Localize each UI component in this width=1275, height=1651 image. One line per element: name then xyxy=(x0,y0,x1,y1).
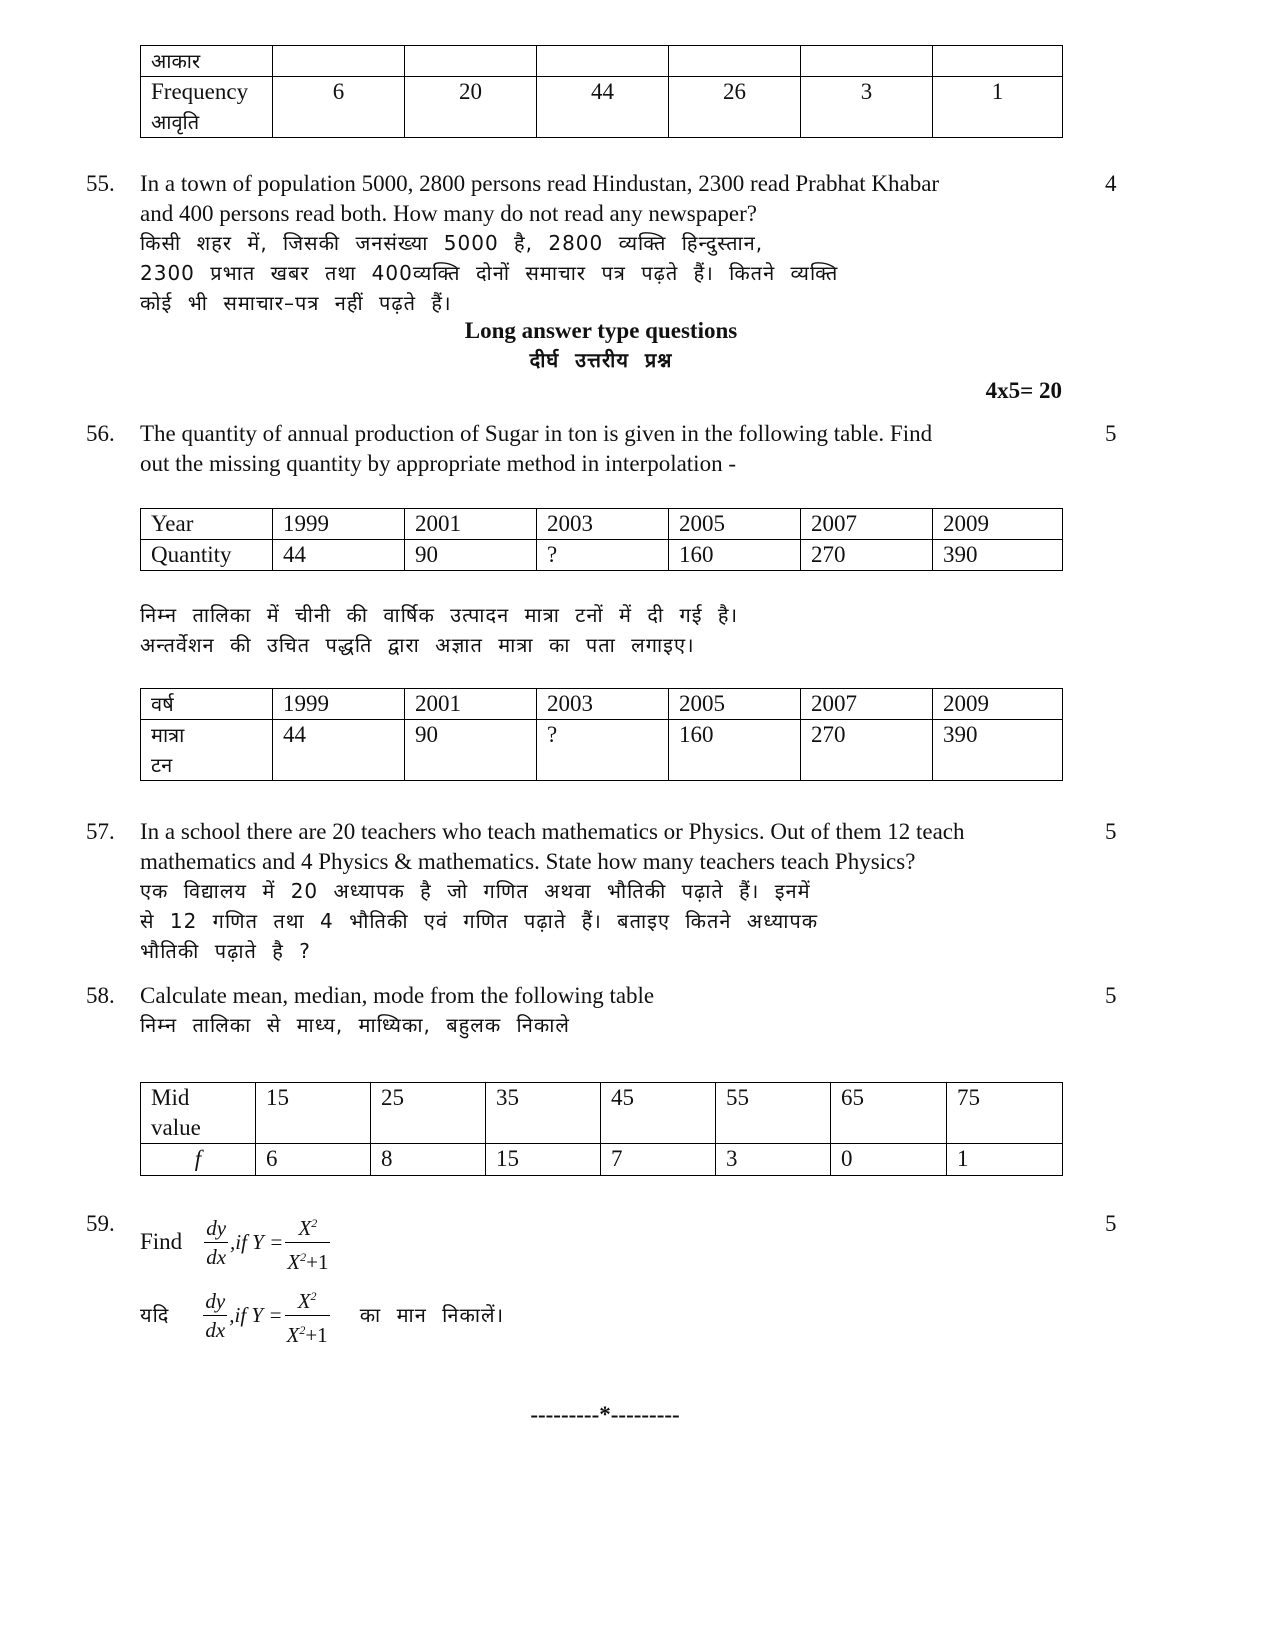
sugar-table-hi xyxy=(140,688,1063,781)
table-cell: 45 xyxy=(601,1083,716,1144)
question-text-en: In a school there are 20 teachers who teach mathematics or Physics. Out of them 12 teach mathematics and 4 Physics & mathematics. State how many teachers teach Physics? xyxy=(140,819,965,874)
table-cell: 55 xyxy=(716,1083,831,1144)
mid-value-table xyxy=(140,1082,1063,1176)
table-cell: 270 xyxy=(801,540,933,571)
table-cell: 2001 xyxy=(405,689,537,720)
table-row-label: आकार xyxy=(141,46,273,77)
table-cell: 20 xyxy=(405,77,537,138)
table-cell: 2001 xyxy=(405,509,537,540)
function-fraction: $\frac{X^2}{X^2+1}$ xyxy=(285,1282,330,1349)
table-cell: 0 xyxy=(831,1144,947,1176)
table-cell: 1 xyxy=(947,1144,1063,1176)
table-cell: 160 xyxy=(669,720,801,781)
table-cell: 6 xyxy=(273,77,405,138)
question-marks: 5 xyxy=(1105,1211,1117,1236)
question-text-hi: निम्न तालिका से माध्य, माध्यिका, बहुलक निकाले xyxy=(140,1013,570,1037)
question-marks: 5 xyxy=(1105,983,1117,1008)
table-cell: 90 xyxy=(405,720,537,781)
table-cell: 90 xyxy=(405,540,537,571)
table-row-label: Frequency आवृति xyxy=(141,77,273,138)
table-cell: 65 xyxy=(831,1083,947,1144)
question-text-hi: एक विद्यालय में 20 अध्यापक है जो गणित अथवा भौतिकी पढ़ाते हैं। इनमें से 12 गणित तथा 4 भौतिकी एवं गणित पढ़ाते हैं। बताइए कितने अध्यापक भौतिकी पढ़ाते है ? xyxy=(140,879,819,963)
table-row-label: Mid value xyxy=(141,1083,256,1144)
section-title: Long answer type questions xyxy=(464,318,738,343)
table-cell: 8 xyxy=(371,1144,486,1176)
question-text-hi: निम्न तालिका में चीनी की वार्षिक उत्पादन मात्रा टनों में दी गई है। अन्तर्वेशन की उचित पद्धति द्वारा अज्ञात मात्रा का पता लगाइए। xyxy=(140,603,739,657)
table-cell: 2003 xyxy=(537,689,669,720)
question-number: 56. xyxy=(86,421,115,446)
derivative-fraction: $\frac{dy}{dx}$ xyxy=(206,1215,227,1269)
table-cell: 6 xyxy=(256,1144,371,1176)
table-row-label: मात्रा टन xyxy=(141,720,273,781)
table-cell: ? xyxy=(537,720,669,781)
section-marks: 4x5= 20 xyxy=(985,378,1062,403)
table-cell: 15 xyxy=(486,1144,601,1176)
table-cell: 7 xyxy=(601,1144,716,1176)
formula-hi: यदि $\frac{dy}{dx}$ ,if Y = $\frac{X^2}{X^2+1}$ का मान निकालें। xyxy=(140,1285,504,1345)
table-cell: 2009 xyxy=(933,689,1063,720)
derivative-fraction: $\frac{dy}{dx}$ xyxy=(205,1288,226,1342)
table-cell: 75 xyxy=(947,1083,1063,1144)
table-cell: 390 xyxy=(933,720,1063,781)
question-text-en: The quantity of annual production of Sugar in ton is given in the following table. Find out the missing quantity by appropriate method in interpolation - xyxy=(140,421,933,476)
table-cell: 3 xyxy=(716,1144,831,1176)
question-text-en: Calculate mean, median, mode from the following table xyxy=(140,983,655,1008)
table-cell: 44 xyxy=(273,720,405,781)
question-marks: 5 xyxy=(1105,819,1117,844)
table-cell: 390 xyxy=(933,540,1063,571)
question-marks: 5 xyxy=(1105,421,1117,446)
table-cell: 2009 xyxy=(933,509,1063,540)
table-row-label: Quantity xyxy=(141,540,273,571)
table-cell: 15 xyxy=(256,1083,371,1144)
question-marks: 4 xyxy=(1105,171,1117,196)
table-row-label: f xyxy=(141,1144,256,1176)
table-cell: ? xyxy=(537,540,669,571)
top-frequency-table xyxy=(140,45,1063,138)
table-cell: 2007 xyxy=(801,509,933,540)
question-text-en: In a town of population 5000, 2800 persons read Hindustan, 2300 read Prabhat Khabar and 400 persons read both. How many do not read any newspaper? xyxy=(140,171,940,226)
function-fraction: $\frac{X^2}{X^2+1}$ xyxy=(285,1209,330,1276)
question-number: 58. xyxy=(86,983,115,1008)
table-row-label: वर्ष xyxy=(141,689,273,720)
table-cell: 2005 xyxy=(669,509,801,540)
table-cell: 1999 xyxy=(273,509,405,540)
page-end-marker: ---------*--------- xyxy=(530,1402,680,1427)
table-row-label: Year xyxy=(141,509,273,540)
table-cell: 44 xyxy=(537,77,669,138)
table-cell: 2003 xyxy=(537,509,669,540)
table-cell: 2007 xyxy=(801,689,933,720)
table-cell: 44 xyxy=(273,540,405,571)
question-number: 57. xyxy=(86,819,115,844)
sugar-table-en xyxy=(140,508,1063,571)
question-number: 59. xyxy=(86,1211,115,1236)
table-cell: 3 xyxy=(801,77,933,138)
table-cell: 1 xyxy=(933,77,1063,138)
table-cell: 25 xyxy=(371,1083,486,1144)
question-text-hi: किसी शहर में, जिसकी जनसंख्या 5000 है, 2800 व्यक्ति हिन्दुस्तान, 2300 प्रभात खबर तथा 400व्यक्ति दोनों समाचार पत्र पढ़ते हैं। कितने व्यक्ति कोई भी समाचार–पत्र नहीं पढ़ते हैं। xyxy=(140,231,839,315)
table-cell: 270 xyxy=(801,720,933,781)
table-cell: 160 xyxy=(669,540,801,571)
section-title-hi: दीर्घ उत्तरीय प्रश्न xyxy=(529,348,673,372)
table-cell: 1999 xyxy=(273,689,405,720)
formula-en: Find $\frac{dy}{dx}$ ,if Y = $\frac{X^2}{X^2+1}$ xyxy=(140,1212,330,1272)
table-cell: 35 xyxy=(486,1083,601,1144)
table-cell: 2005 xyxy=(669,689,801,720)
table-cell: 26 xyxy=(669,77,801,138)
question-number: 55. xyxy=(86,171,115,196)
